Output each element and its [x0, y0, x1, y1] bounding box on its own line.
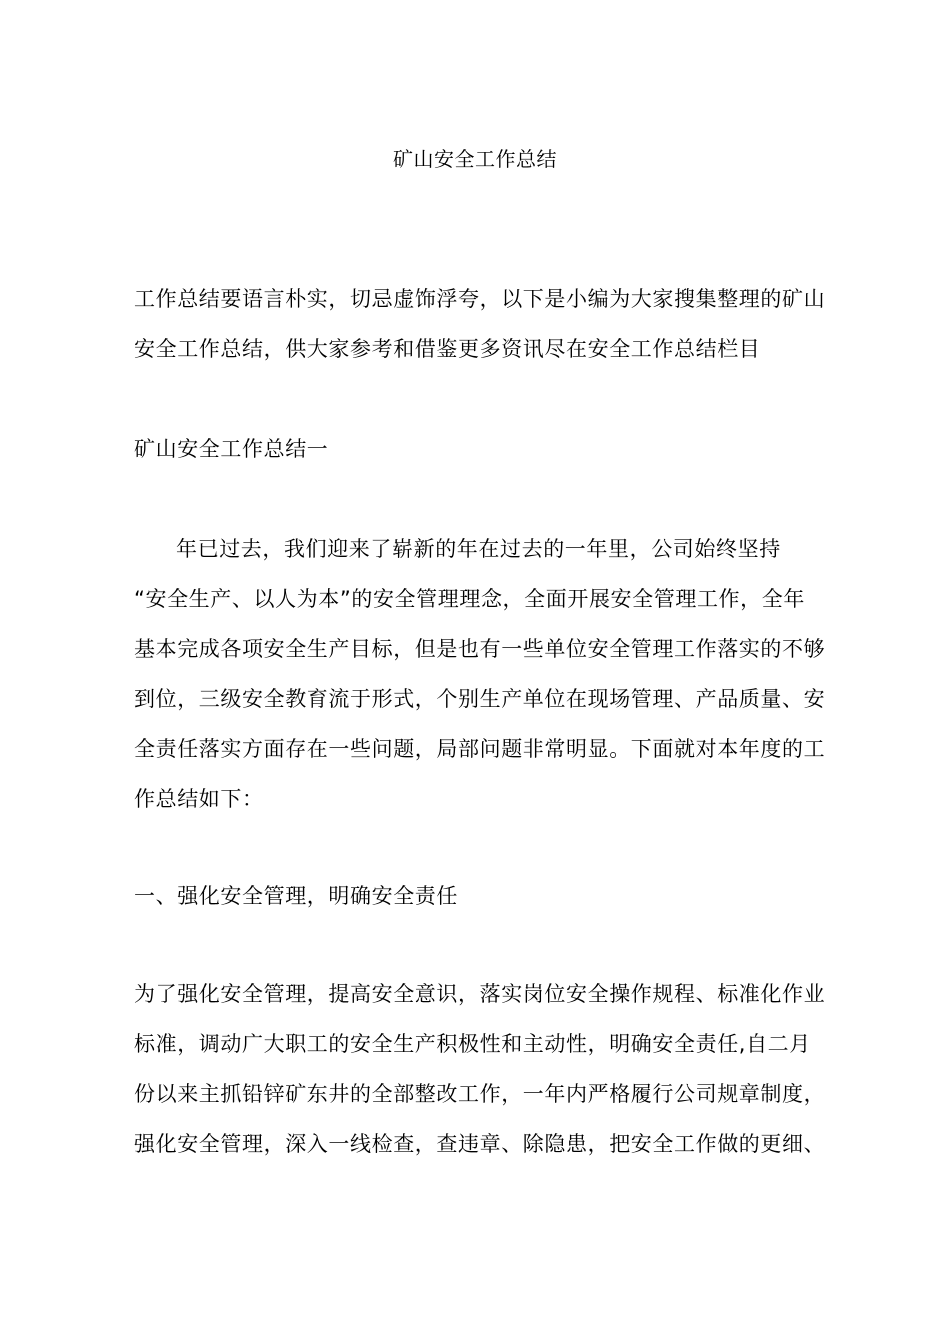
paragraph-line: 年已过去，我们迎来了崭新的年在过去的一年里，公司始终坚持 [176, 537, 781, 561]
paragraph-line: 标准，调动广大职工的安全生产积极性和主动性，明确安全责任,自二月 [134, 1032, 811, 1056]
paragraph-line: 到位，三级安全教育流于形式，个别生产单位在现场管理、产品质量、安 [134, 687, 826, 711]
paragraph-line: 份以来主抓铅锌矿东井的全部整改工作，一年内严格履行公司规章制度， [134, 1082, 826, 1106]
document-title: 矿山安全工作总结 [393, 147, 557, 171]
subheading [134, 871, 834, 921]
intro-line: 安全工作总结，供大家参考和借鉴更多资讯尽在安全工作总结栏目 [134, 337, 761, 361]
intro-paragraph [134, 274, 834, 374]
paragraph-line: 作总结如下： [134, 787, 264, 811]
intro-line: 工作总结要语言朴实，切忌虚饰浮夸，以下是小编为大家搜集整理的矿山 [134, 287, 826, 311]
paragraph-line: 全责任落实方面存在一些问题，局部问题非常明显。下面就对本年度的工 [134, 737, 826, 761]
paragraph-line: 基本完成各项安全生产目标，但是也有一些单位安全管理工作落实的不够 [134, 637, 826, 661]
body-paragraph-1 [134, 524, 834, 824]
paragraph-line: 为了强化安全管理，提高安全意识，落实岗位安全操作规程、标准化作业 [134, 982, 826, 1006]
section-heading-text: 矿山安全工作总结一 [134, 437, 329, 461]
paragraph-line: “安全生产、以人为本”的安全管理理念，全面开展安全管理工作，全年 [134, 587, 805, 611]
paragraph-line: 强化安全管理，深入一线检查，查违章、除隐患，把安全工作做的更细、 [134, 1132, 826, 1156]
section-heading [134, 424, 834, 474]
subheading-text: 一、强化安全管理，明确安全责任 [134, 884, 458, 908]
body-paragraph-2 [134, 969, 834, 1169]
